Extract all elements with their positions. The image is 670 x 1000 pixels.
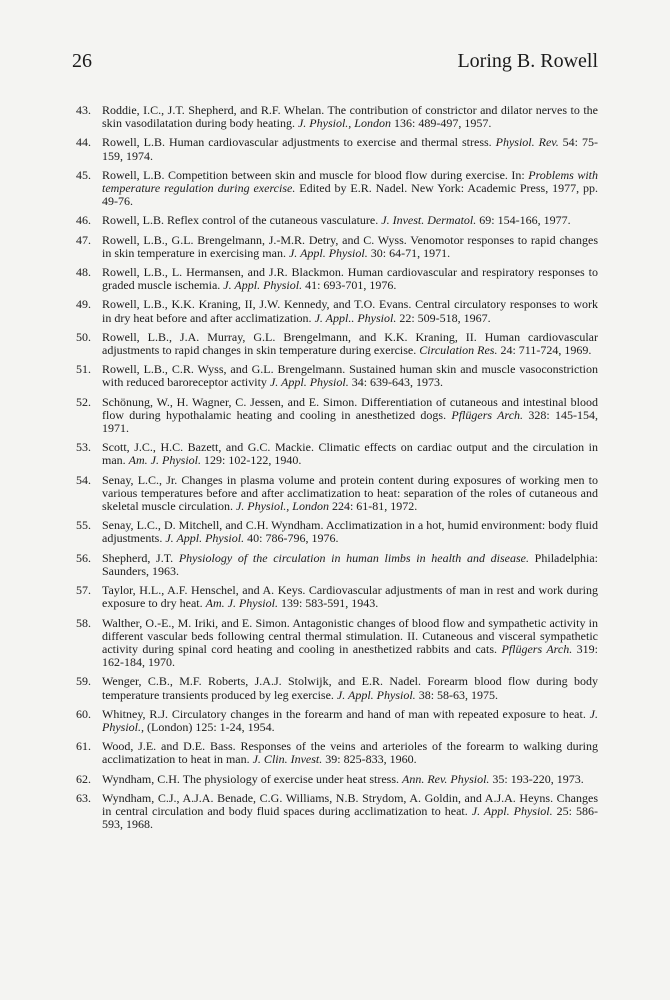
reference-number: 59. [76,674,91,689]
reference-text [102,551,598,578]
reference-journal: Ann. Rev. Physiol. [402,771,490,786]
reference-text [102,707,598,734]
reference-number: 54. [76,472,91,487]
reference-citation: Edited by E.R. Nadel. New York: Academic Press, 1977, pp. 49-76. [102,181,599,209]
reference-text [102,213,571,227]
reference-journal: J. Appl.. Physiol. [314,310,397,325]
reference-item [76,266,598,292]
reference-number: 56. [76,550,91,565]
reference-number: 61. [76,739,91,754]
reference-journal: J. Appl. Physiol. [471,803,553,818]
reference-citation: 38: 58-63, 1975. [415,687,499,702]
reference-journal: J. Appl. Physiol. [288,245,368,260]
reference-authors-title: Wyndham, C.J., A.J.A. Benade, C.G. Williams, N.B. Strydom, A. Goldin, and A.J.A. Heyns. Changes in central circulation and body fluid spaces during acclimatization to heat. [102,790,598,818]
reference-authors-title: Senay, L.C., D. Mitchell, and C.H. Wyndham. Acclimatization in a hot, humid environment: body fluid adjustments. [102,518,598,546]
reference-citation: 136: 489-497, 1957. [390,116,492,131]
reference-text [102,297,598,324]
reference-authors-title: Taylor, H.L., A.F. Henschel, and A. Keys. Cardiovascular adjustments of man in rest and work during exposure to dry heat. [102,583,598,611]
reference-text [102,395,598,435]
reference-item [76,214,598,227]
reference-item [76,519,598,545]
reference-number: 45. [76,167,91,182]
reference-citation: Philadelphia: Saunders, 1963. [102,550,599,578]
reference-journal: J. Physiol., [102,706,598,734]
reference-item [76,792,598,832]
reference-authors-title: Rowell, L.B., J.A. Murray, G.L. Brengelmann, and K.K. Kraning, II. Human cardiovascular adjustments to rapid changes in skin temperature during exercise. [102,329,598,358]
reference-journal: J. Physiol., London [297,116,391,131]
reference-journal: Circulation Res. [419,343,498,358]
reference-number: 43. [76,103,91,117]
reference-citation: 39: 825-833, 1960. [322,752,417,767]
reference-citation: 54: 75-159, 1974. [102,135,598,163]
reference-item [76,740,598,766]
reference-item [76,617,598,670]
page-header [72,50,598,78]
reference-journal: Problems with temperature regulation during exercise. [102,167,598,196]
reference-citation: 328: 145-154, 1971. [102,407,598,436]
reference-journal: J. Invest. Dermatol. [381,213,477,228]
reference-authors-title: Scott, J.C., H.C. Bazett, and G.C. Mackie. Climatic effects on cardiac output and the circulation in man. [102,440,598,468]
reference-text [102,265,598,292]
reference-citation: 30: 64-71, 1971. [367,245,451,260]
reference-journal: J. Appl. Physiol. [269,375,349,390]
reference-authors-title: Schönung, W., H. Wagner, C. Jessen, and E. Simon. Differentiation of cutaneous and intestinal blood flow during hypothalamic heating and cooling in anesthetized dogs. [102,394,598,422]
reference-number: 60. [76,706,91,721]
reference-number: 62. [76,771,91,786]
reference-citation: 224: 61-81, 1972. [328,499,418,514]
reference-item [76,474,598,514]
reference-item [76,675,598,701]
reference-citation: 35: 193-220, 1973. [489,771,584,786]
reference-item [76,396,598,436]
reference-number: 49. [76,297,91,312]
reference-authors-title: Walther, O.-E., M. Iriki, and E. Simon. Antagonistic changes of blood flow and sympathetic activity in different vascular beds following central thermal stimulation. II. Cutaneous and visceral sympathetic activity during spinal cord heating and cooling in anesthetized rabbits and cats. [102,615,598,656]
reference-number: 48. [76,265,91,280]
reference-journal: J. Appl. Physiol. [336,687,416,702]
reference-text [102,674,598,701]
reference-text [102,135,598,162]
reference-text [102,168,598,208]
reference-journal: J. Appl. Physiol. [223,278,303,293]
reference-number: 63. [76,790,91,805]
reference-authors-title: Wenger, C.B., M.F. Roberts, J.A.J. Stolwijk, and E.R. Nadel. Forearm blood flow during body temperature transients produced by leg exercise. [102,674,598,702]
reference-authors-title: Rowell, L.B., C.R. Wyss, and G.L. Brengelmann. Sustained human skin and muscle vasoconstriction with reduced baroreceptor activity [102,362,598,390]
reference-text [102,616,598,670]
reference-text [102,473,598,513]
reference-journal: J. Physiol., London [235,499,329,514]
reference-item [76,234,598,260]
reference-number: 50. [76,329,91,344]
reference-authors-title: Senay, L.C., Jr. Changes in plasma volume and protein content during exposures of working men to various temperatures before and after acclimatization to heat: separation of the roles of cutaneous and skeletal muscle circulation. [102,472,598,514]
reference-authors-title: Rowell, L.B. Reflex control of the cutaneous vasculature. [102,213,382,228]
reference-journal: J. Appl. Physiol. [165,531,245,546]
reference-text [102,330,598,357]
reference-text [102,772,584,786]
reference-text [102,791,598,831]
reference-number: 55. [76,518,91,533]
reference-authors-title: Wyndham, C.H. The physiology of exercise under heat stress. [102,771,402,786]
reference-authors-title: Rowell, L.B. Competition between skin and muscle for blood flow during exercise. In: [102,167,529,182]
reference-citation: 41: 693-701, 1976. [302,278,397,293]
reference-journal: Pflügers Arch. [451,407,524,422]
reference-number: 44. [76,135,91,150]
reference-number: 46. [76,213,91,228]
reference-text [102,518,598,545]
reference-text [102,103,598,130]
reference-item [76,584,598,610]
reference-text [102,739,598,766]
reference-citation: 25: 586-593, 1968. [102,803,598,832]
reference-journal: Physiol. Rev. [495,135,559,150]
reference-citation: 22: 509-518, 1967. [396,310,491,325]
reference-item [76,331,598,357]
reference-item [76,136,598,162]
reference-number: 57. [76,583,91,598]
reference-citation: 34: 639-643, 1973. [348,375,444,390]
reference-journal: Am. J. Physiol. [128,453,201,468]
reference-text [102,233,598,260]
reference-number: 47. [76,232,91,247]
reference-journal: Am. J. Physiol. [205,596,278,611]
reference-item [76,552,598,578]
reference-text [102,362,598,389]
reference-item [76,169,598,209]
reference-authors-title: Rowell, L.B. Human cardiovascular adjustments to exercise and thermal stress. [102,135,496,150]
reference-journal: Physiology of the circulation in human limbs in health and disease. [178,550,529,565]
reference-item [76,708,598,734]
reference-authors-title: Rowell, L.B., K.K. Kraning, II, J.W. Kennedy, and T.O. Evans. Central circulatory responses to work in dry heat before and after acclimatization. [102,297,598,325]
reference-citation: 319: 162-184, 1970. [102,641,598,670]
reference-authors-title: Rowell, L.B., G.L. Brengelmann, J.-M.R. Detry, and C. Wyss. Venomotor responses to rapid changes in skin temperature in exercising man. [102,232,598,260]
reference-citation: (London) 125: 1-24, 1954. [144,719,275,734]
page-number: 26 [72,50,92,72]
reference-authors-title: Roddie, I.C., J.T. Shepherd, and R.F. Whelan. The contribution of constrictor and dilator nerves to the skin vasodilatation during body heating. [102,103,598,131]
running-head: Loring B. Rowell [457,50,598,72]
reference-list [76,104,598,837]
reference-citation: 40: 786-796, 1976. [244,531,339,546]
reference-authors-title: Shepherd, J.T. [102,550,179,565]
reference-number: 58. [76,615,91,630]
reference-number: 53. [76,440,91,455]
reference-citation: 139: 583-591, 1943. [277,596,379,611]
reference-citation: 129: 102-122, 1940. [201,453,302,468]
reference-item [76,298,598,324]
reference-journal: J. Clin. Invest. [252,752,323,767]
reference-citation: 24: 711-724, 1969. [497,343,592,358]
reference-citation: 69: 154-166, 1977. [476,213,571,228]
reference-text [102,440,598,467]
reference-number: 51. [76,362,91,377]
reference-item [76,104,598,130]
reference-number: 52. [76,394,91,409]
reference-item [76,363,598,389]
reference-text [102,583,598,610]
reference-authors-title: Rowell, L.B., L. Hermansen, and J.R. Blackmon. Human cardiovascular and respiratory responses to graded muscle ischemia. [102,265,598,293]
reference-item [76,441,598,467]
reference-authors-title: Whitney, R.J. Circulatory changes in the forearm and hand of man with repeated exposure to heat. [102,706,590,721]
reference-item [76,773,598,786]
reference-journal: Pflügers Arch. [501,641,573,656]
reference-authors-title: Wood, J.E. and D.E. Bass. Responses of the veins and arterioles of the forearm to walking during acclimatization to heat in man. [102,739,598,767]
